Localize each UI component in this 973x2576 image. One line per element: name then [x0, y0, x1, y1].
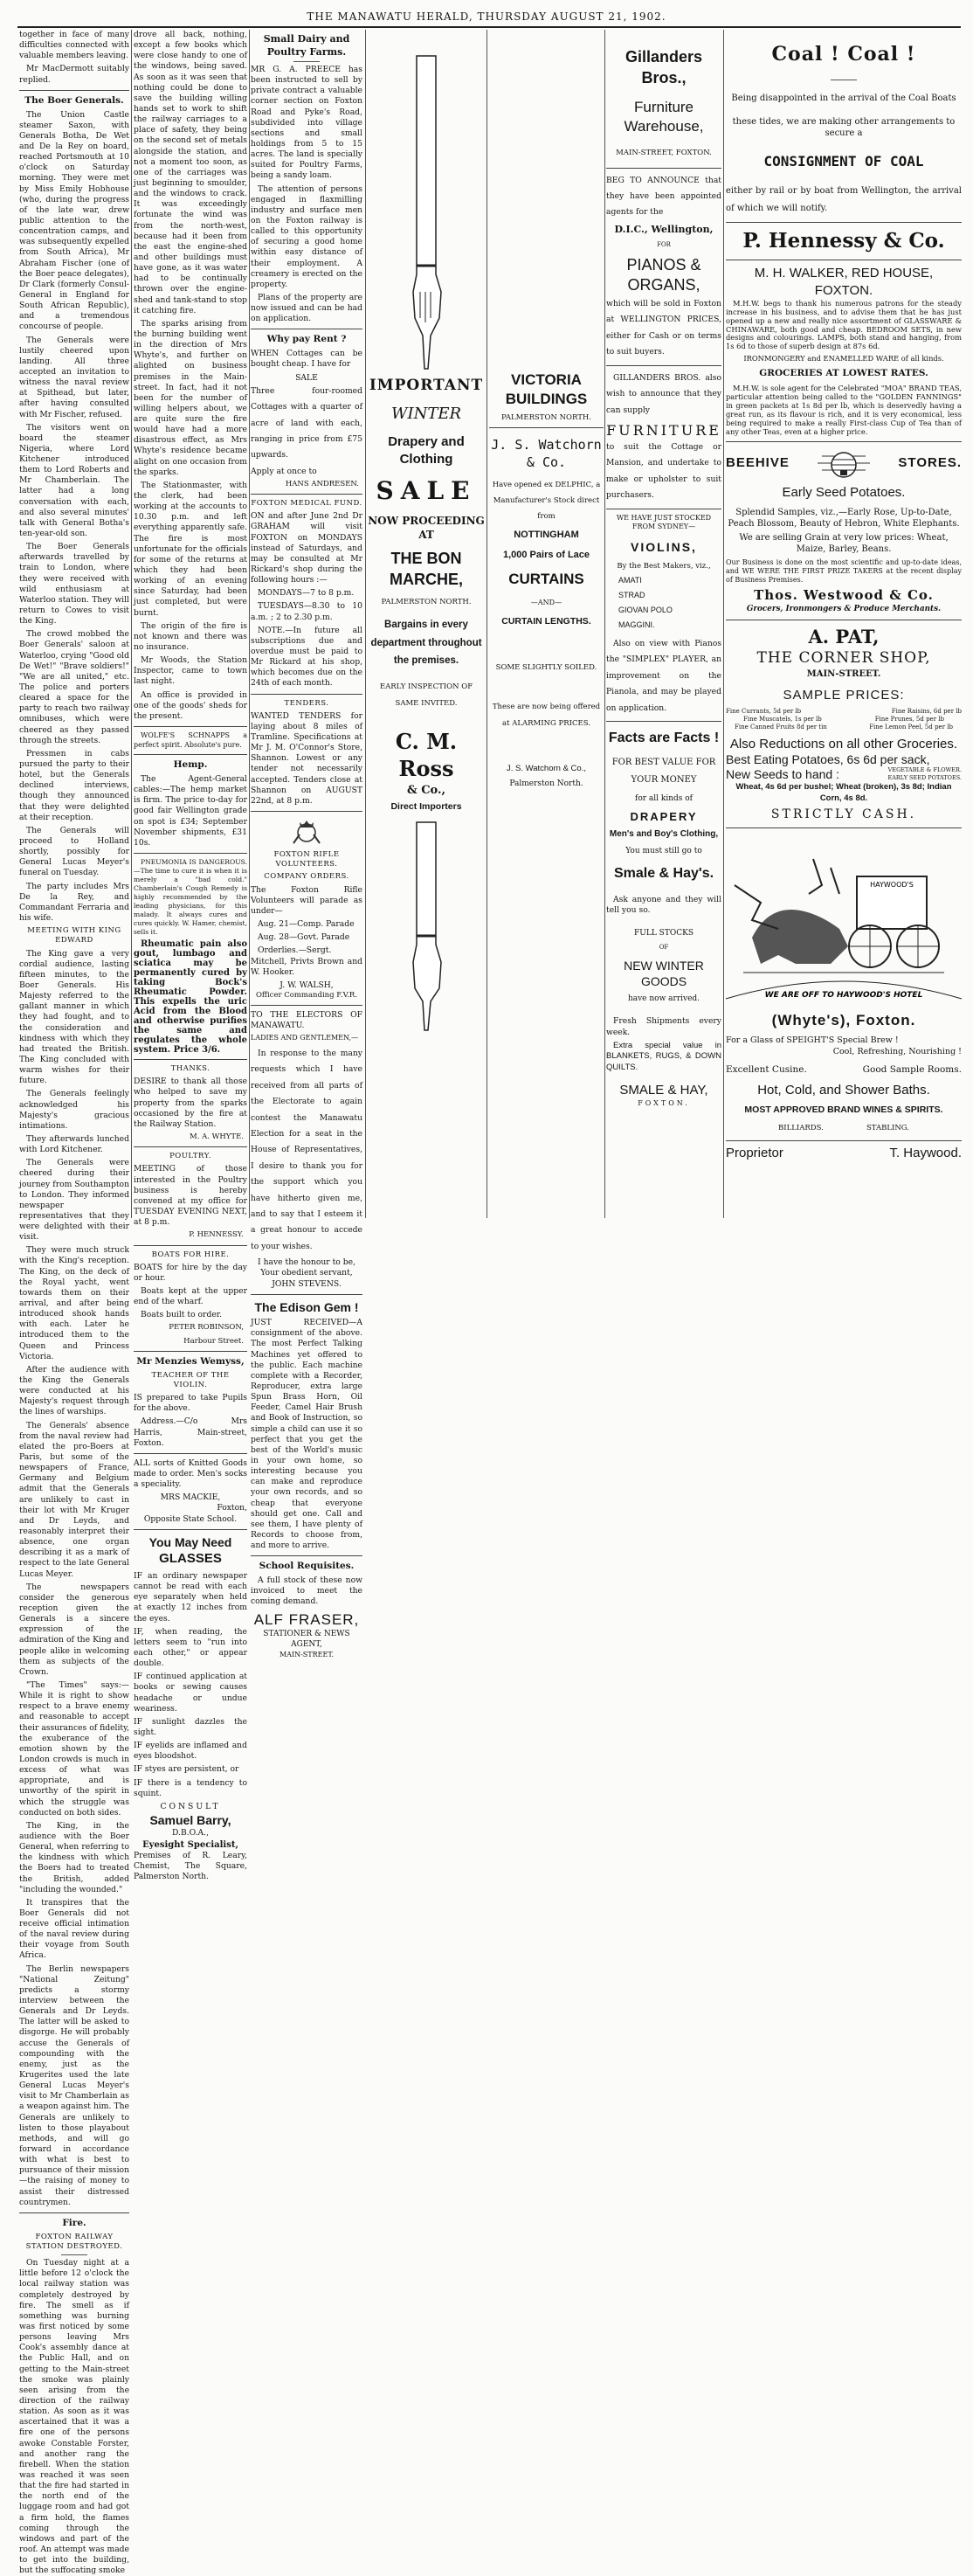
paragraph: TUESDAYS—8.30 to 10 a.m. ; 2 to 2.30 p.m. — [251, 601, 362, 622]
paragraph: The party includes Mrs De la Rey, and Commandant Ferraria and his wife. — [19, 881, 129, 923]
paragraph: WHEN Cottages can be bought cheap. I have for — [251, 349, 362, 370]
advert-heading: SAMPLE PRICES: — [783, 687, 905, 703]
masthead-rule — [17, 26, 961, 28]
paragraph: The Berlin newspapers "National Zeitung" predicts a stormy interview between the Generals and Dr Leyds. The latter will be asked to disgorge. He will probably accuse the Generals of compounding with the enemy, just as the Krugerites used the late General Lucas Meyer's visit to Mr Chamberlain as a weapon against him. The Generals are unlikely to listen to those playabout methods, and will go forward in accordance with what is best to pursuance of their mission—the raising of money to assist their distressed countrymen. — [19, 1963, 129, 2207]
advert-text: Hot, Cold, and Shower Baths. — [757, 1083, 930, 1098]
advert-text: —AND— — [530, 598, 562, 606]
paragraph: The Generals were lustily cheered upon landing. All three accepted an invitation to witness the naval review at Spithead, but later, after having consulted with Mr Fischer, refused. — [19, 335, 129, 419]
advert-text: FOR — [657, 241, 671, 249]
paragraph: Our Business is done on the most scientific and up-to-date ideas, and WE WERE THE FIRST PRIZE TAKERS at the recent display of Business Premises. — [726, 558, 962, 584]
paragraph: The Boer Generals afterwards travelled by train to London, where they were received with wild enthusiasm at Waterloo station. They will return to Cowes to visit the King. — [19, 542, 129, 627]
advert-text: Direct Importers — [390, 801, 462, 813]
paragraph: IS prepared to take Pupils for the above. — [134, 1393, 247, 1414]
advert-text: have now arrived. — [627, 994, 700, 1003]
advert-rheumatic: Rheumatic pain also gout, lumbago and sciatica may be permanently cured by taking Bock's Rheumatic Powder. This expells the uric Acid from the Blood and otherwise purifies the same and regulates the whole system. Price 3/6. — [134, 939, 247, 1056]
paragraph: The Union Castle steamer Saxon, with Generals Botha, De Wet and De la Rey on board, reached Portsmouth at 10 o'clock on Saturday morning. They were met by Miss Emily Hobhouse (who, during the progress of the late war, drew public attention to the concentration camps, and was subsequently expelled from South Africa), Mr Abraham Fischer (one of the Boer peace delegates), Dr Clark (formerly Consul-General in England for South African Republic), and a tremendous concourse of people. — [19, 109, 129, 332]
paragraph: Plans of the property are now issued and can be had on application. — [251, 292, 362, 324]
price-row: Fine Canned Fruits 8d per tin Fine Lemon Peel, 5d per lb — [735, 724, 953, 731]
advert-heading: IMPORTANT — [369, 377, 484, 394]
advert-text: FOXTON. — [638, 1099, 690, 1108]
advert-text: Good Sample Rooms. — [862, 1064, 962, 1076]
advert-text: MAIN-STREET, FOXTON. — [616, 149, 712, 158]
column-3 — [251, 30, 362, 1658]
advert-text: Also Reductions on all other Groceries. — [729, 737, 958, 752]
advert-heading: THE CORNER SHOP, — [756, 649, 931, 668]
advert-text: T. Haywood. — [889, 1146, 962, 1161]
advert-heading: School Requisites. — [259, 1561, 355, 1572]
pointing-hand-icon — [404, 822, 448, 1032]
advert-text: Eyesight Specialist, — [142, 1839, 238, 1850]
advert-wolfe: WOLFE'S SCHNAPPS a perfect spirit. Absolute's pure. — [134, 731, 247, 749]
advert-text: EARLY INSPECTION OF SAME INVITED. — [379, 682, 473, 708]
paragraph: I have the honour to be, — [258, 1257, 355, 1268]
article-heading: Hemp. — [173, 759, 208, 771]
advert-text: Palmerston North. — [509, 779, 583, 789]
paragraph: The Stationmaster, with the clerk, had been working at the accounts to 10.30 p.m. and left everything apparently safe. The fire is most unfortunate for the officials for some of the returns at which they had been working of an evening since Saturday, had been just completed, but were burnt. — [134, 480, 247, 618]
list-item: AMATI — [618, 576, 642, 585]
paragraph: MONDAYS—7 to 8 p.m. — [258, 588, 355, 599]
advert-text: PALMERSTON NORTH. — [381, 597, 472, 606]
advert-heading: Samuel Barry, — [149, 1812, 231, 1827]
advert-heading: Facts are Facts ! — [608, 730, 720, 745]
signature: HANS ANDRESEN. — [285, 479, 359, 488]
paragraph: They afterwards lunched with Lord Kitchener. — [19, 1133, 129, 1155]
paragraph: The visitors went on board the steamer Nigeria, where Lord Kitchener introduced them to Lord Roberts and Mr Chamberlain. The latter had a long conversation with each, and also several minutes' talk with General Botha's ten-year-old son. — [19, 422, 129, 539]
advert-text: Excellent Cusine. — [726, 1064, 807, 1076]
column-rule — [723, 30, 724, 1218]
paragraph: Ask anyone and they will tell you so. — [606, 895, 721, 916]
paragraph: After the audience with the King the Generals were conducted at his Majesty's request through the lines of warships. — [19, 1364, 129, 1417]
signature: Harbour Street. — [183, 1336, 244, 1346]
notice-heading: THANKS. — [170, 1064, 210, 1074]
paragraph: The Generals were cheered during their journey from Southampton to London. They informed newspaper representatives that they were delighted with their visit. — [19, 1158, 129, 1243]
advert-text: By the Best Makers, viz., — [617, 562, 711, 571]
article-heading: The Boer Generals. — [24, 94, 124, 106]
advert-name: ALF FRASER, — [253, 1610, 360, 1628]
advert-heading: WINTER — [390, 405, 462, 424]
masthead: THE MANAWATU HERALD, THURSDAY AUGUST 21, 1902. — [307, 10, 666, 23]
advert-subheading: TEACHER OF THE VIOLIN. — [151, 1370, 230, 1389]
notice-heading: TO THE ELECTORS OF MANAWATU. — [251, 1010, 362, 1031]
paragraph: The newspapers consider the generous reception given the Generals is a sincere expression of the admiration of the King and people alike in welcoming them as subjects of the Crown. — [19, 1582, 129, 1677]
advert-text: VEGETABLE & FLOWER. — [887, 766, 962, 774]
paragraph: NOTE.—In future all subscriptions due and overdue must be paid to Mr Rickard at his shop, which becomes due on the 24th of each month. — [251, 625, 362, 689]
advert-name: & Co. — [526, 454, 567, 470]
advert-text: CONSULT — [160, 1801, 221, 1811]
advert-text: STRICTLY CASH. — [770, 807, 917, 822]
advert-text: You must still go to — [625, 847, 702, 856]
advert-name: Thos. Westwood & Co. — [754, 587, 934, 604]
advert-text: FOR BEST VALUE FOR YOUR MONEY — [611, 758, 716, 786]
paragraph: The Agent-General cables:—The hemp market is firm. The price to-day for good fair Wellington grade on spot is £34; September November shipments, £31 10s. — [134, 773, 247, 848]
coach-banner: WE ARE OFF TO HAYWOOD'S HOTEL — [764, 990, 923, 1000]
paragraph: ALL sorts of Knitted Goods made to order. Men's socks a speciality. — [134, 1458, 247, 1490]
signature: Foxton, — [217, 1503, 247, 1513]
paragraph: MR G. A. PREECE has been instructed to sell by private contract a valuable corner section on Foxton Road and Pyke's Road, subdivided into village sections and small holdings from 5 to 15 acres. The land is specially suited for Poultry Farms, being a sandy loam. — [251, 65, 362, 181]
signature: P. HENNESSY. — [189, 1230, 244, 1240]
advert-heading: NEW WINTER GOODS — [624, 958, 704, 989]
advert-text: PALMERSTON NORTH. — [500, 412, 592, 422]
advert-text: Being disappointed in the arrival of the Coal Boats — [731, 93, 956, 104]
paragraph: GILLANDERS BROS. also wish to announce that they can supply — [606, 372, 721, 415]
advert-name: J. S. Watchorn — [491, 437, 602, 454]
advert-heading: Coal ! Coal ! — [771, 43, 916, 66]
advert-heading: CURTAINS — [508, 571, 584, 588]
advert-text: Have opened ex DELPHIC, a Manufacturer's Stock direct — [492, 480, 601, 506]
notice-heading: FOXTON RIFLE VOLUNTEERS. — [273, 850, 340, 869]
paragraph: JUST RECEIVED—A consignment of the above. The most Perfect Talking Machines yet offered to the public. Each machine complete with a Recorder, Reproducer, extra large Spun Brass Horn, Oil Feeder, Camel Hair Brush and Book of Instruction, so simple a child can use it so perfect that you get the best of the World's music in your own home, so interesting because you can make and reproduce your own records, and so cheap that everyone should get one. Call and see them, I have plenty of Records to choose from, and more to arrive. — [251, 1318, 362, 1551]
advert-text: Grocers, Ironmongers & Produce Merchants. — [746, 605, 942, 614]
advert-text: Cool, Refreshing, Nourishing ! — [832, 1046, 962, 1056]
advert-heading: CONSIGNMENT OF COAL — [763, 152, 924, 170]
advert-text: SOME SLIGHTLY SOILED. — [495, 663, 597, 673]
paragraph: IF continued application at books or sewing causes headache or undue weariness. — [134, 1672, 247, 1714]
paragraph: Boats kept at the upper end of the wharf. — [134, 1286, 247, 1307]
paragraph: IF, when reading, the letters seem to "run into each other," or appear double. — [134, 1626, 247, 1669]
paragraph: IF styes are persistent, or — [134, 1764, 239, 1775]
advert-text: These are now being offered at ALARMING PRICES. — [492, 703, 601, 729]
paragraph: Boats built to order. — [141, 1310, 223, 1320]
advert-heading: You May Need — [148, 1534, 232, 1549]
list-item: STRAD — [618, 591, 645, 600]
paragraph: Your obedient servant, — [260, 1268, 353, 1278]
signature: PETER ROBINSON, — [169, 1323, 244, 1333]
advert-text: STABLING. — [866, 1123, 909, 1132]
advert-text: MOST APPROVED BRAND WINES & SPIRITS. — [744, 1104, 943, 1116]
column-rule — [249, 30, 250, 1218]
paragraph: IF eyelids are inflamed and eyes bloodshot. — [134, 1741, 247, 1762]
paragraph: Premises of R. Leary, Chemist, The Square, Palmerston North. — [134, 1850, 247, 1881]
advert-heading: VICTORIA BUILDINGS — [505, 371, 588, 408]
notice-heading: TENDERS. — [284, 698, 329, 708]
advert-name: J. S. Watchorn & Co., — [507, 763, 586, 773]
advert-name: & Co., — [406, 783, 446, 797]
advert-text: IRONMONGERY and ENAMELLED WARE of all kinds. — [743, 354, 944, 364]
price-row: Fine Muscatels, 1s per lb Fine Prunes, 5d per lb — [743, 716, 944, 723]
paragraph: Three four-roomed Cottages with a quarter of acre of land with each, ranging in price from £75 upwards. — [251, 385, 362, 460]
paragraph: Splendid Samples, viz.,—Early Rose, Up-to-Date, Peach Blossom, Beauty of Hebron, White Elephants. — [728, 507, 960, 529]
paragraph: Pressmen in cabs pursued the party to their hotel, but the Generals declined interviews, though they announced that they were delighted at their reception. — [19, 748, 129, 822]
paragraph: Orderlies.—Sergt. Mitchell, Privts Brown and W. Hooker. — [251, 945, 362, 977]
advert-heading: STORES. — [898, 454, 962, 470]
paragraph: LADIES AND GENTLEMEN,— — [251, 1034, 359, 1042]
column-rule — [604, 30, 605, 1218]
advert-name: SMALE & HAY, — [619, 1083, 708, 1098]
advert-text: MAIN-STREET. — [279, 1650, 335, 1658]
beehive-banner — [726, 447, 962, 479]
advert-text: NOW PROCEEDING AT — [368, 514, 485, 541]
beehive-icon — [813, 447, 874, 479]
advert-heading: Drapery and Clothing — [388, 434, 465, 467]
paragraph: Aug. 21—Comp. Parade — [258, 919, 355, 930]
paragraph: either by rail or by boat from Wellington, the arrival of which we will notify. — [726, 185, 962, 213]
paragraph: The King, in the audience with the Boer General, when referring to the kindness with which the Boers had to treated the British, added "including the wounded." — [19, 1820, 129, 1894]
paragraph: IF sunlight dazzles the sight. — [134, 1716, 247, 1737]
advert-heading: GLASSES — [159, 1551, 222, 1567]
column-rule — [486, 30, 487, 1218]
paragraph: ON and after June 2nd Dr GRAHAM will visit FOXTON on MONDAYS instead of Saturdays, and may be consulted at Mr Rickard's shop during the following hours :— — [251, 511, 362, 585]
paragraph: Wheat, 4s 6d per bushel; Wheat (broken), 3s 8d; Indian Corn, 4s 8d. — [735, 782, 952, 803]
column-rule — [131, 30, 132, 1218]
advert-text: NOTTINGHAM — [514, 530, 579, 541]
advert-heading: BEEHIVE — [726, 454, 790, 470]
list-item: MAGGINI. — [618, 620, 655, 630]
paragraph: "The Times" says:—While it is right to show respect to a brave enemy and reasonable to accept their assurances of fidelity, the exuberance of the emotion shown by the London crowds is much in excess of what was appropriate, and is unworthy of the spirit in which the struggle was conducted on both sides. — [19, 1679, 129, 1818]
advert-text: from — [537, 512, 556, 522]
column-rule — [365, 30, 366, 1218]
column-7 — [726, 30, 962, 1216]
column-6 — [606, 30, 721, 1216]
article-heading: Fire. — [62, 2217, 86, 2228]
paragraph: In response to the many requests which I have received from all parts of the Electorate to again contest the Manawatu Election for a seat in the House of Representatives, I desire to thank you for the support which you have hitherto given me, and to say that I esteem it a great honour to accede to your wishes. — [251, 1049, 362, 1251]
paragraph: Address.—C/o Mrs Harris, Main-street, Foxton. — [134, 1416, 247, 1448]
paragraph: BOATS for hire by the day or hour. — [134, 1262, 247, 1283]
advert-heading: VIOLINS, — [631, 539, 697, 554]
advert-text: SALE — [295, 372, 318, 383]
column-1 — [19, 30, 129, 2576]
paragraph: drove all back, nothing, except a few books which were close handy to one of the windows, being saved. As soon as it was seen that nothing could be done to save the building willing hands set to work to shift the railway carriages to a place of safety, they being on the second set of metals alongside the station, and not a moment too soon, as one of the carriages was just beginning to smoulder, and the windows to crack. It was exceedingly fortunate the wind was from the north-west, because had it been from the east the engine-shed and other buildings must have gone, as it was water had to be continually thrown over the engine-shed and tank-stand to stop it catching fire. — [134, 30, 247, 315]
article-subheading: MEETING WITH KING EDWARD — [27, 926, 121, 945]
advert-text: EARLY SEED POTATOES. — [887, 774, 962, 782]
advert-heading: The Edison Gem ! — [254, 1299, 359, 1314]
paragraph: The Generals' absence from the naval review had elated the pro-Boers at Paris, but some of the newspapers of France, Germany and Belgium admit that the Generals are unlikely to cast in their lot with Mr Kruger and Dr Leyds, and reasonably interpret their absence, one organ describing it as a mark of respect to the late General Lucas Meyer. — [19, 1420, 129, 1579]
advert-heading: DRAPERY — [630, 809, 698, 823]
paragraph: The sparks arising from the burning building went in the direction of Mrs Whyte's, and further on alighted on business premises in the Main-street. In fact, had it not been for the number of willing helpers about, we are quite sure the fire would have had a more disastrous effect, as Mrs Whyte's residence became alight on one occasion from the sparks. — [134, 318, 247, 477]
advert-text: WE HAVE JUST STOCKED FROM SYDNEY— — [616, 513, 712, 531]
notice-subheading: COMPANY ORDERS. — [264, 872, 349, 882]
advert-text: Best Eating Potatoes, 6s 6d per sack, — [726, 751, 930, 766]
advert-name: P. Hennessy & Co. — [742, 228, 945, 253]
column-2 — [134, 30, 247, 1881]
coach-sign: HAYWOOD'S — [870, 880, 914, 889]
column-5 — [489, 30, 604, 1216]
advert-heading: GROCERIES AT LOWEST RATES. — [759, 368, 928, 379]
paragraph: together in face of many difficulties connected with valuable members leaving. — [19, 30, 129, 61]
paragraph: which will be sold in Foxton at WELLINGTON PRICES, either for Cash or on terms to suit buyers. — [606, 299, 721, 357]
paragraph: to suit the Cottage or Mansion, and undertake to make or upholster to suit purchasers. — [606, 442, 721, 501]
advert-text: Proprietor — [726, 1146, 783, 1161]
paragraph: They were much struck with the King's reception. The King, on the deck of the Royal yacht, went towards them on their arrival, and after being introduced shook hands with each. Later he introduced them to the Queen and Princess Victoria. — [19, 1245, 129, 1361]
advert-name: Gillanders Bros., — [625, 48, 703, 87]
price-row: Fine Currants, 5d per lb Fine Raisins, 6d per lb — [726, 707, 962, 715]
paragraph: WANTED TENDERS for laying about 8 miles of Tramline. Specifications at Mr J. M. O'Connor's Store, Shannon. Lowest or any tender not necessarily accepted. Tenders close at Shannon on AUGUST 22nd, at 8 p.m. — [251, 710, 362, 806]
advert-name: C. M. Ross — [395, 728, 458, 782]
advert-text: OF — [659, 944, 669, 952]
paragraph: DESIRE to thank all those who helped to save my property from the sparks occasioned by the fire at the Railway Station. — [134, 1077, 247, 1129]
advert-text: FULL STOCKS — [634, 928, 694, 938]
advert-text: MAIN-STREET. — [806, 668, 881, 679]
paragraph: Mr MacDermott suitably replied. — [19, 64, 129, 85]
paragraph: Also on view with Pianos the "SIMPLEX" PLAYER, an improvement on the Pianola, and may be played on application. — [606, 638, 721, 713]
advert-heading: Small Dairy and Poultry Farms. — [263, 33, 350, 58]
paragraph: The Generals feelingly acknowledged his Majesty's gracious intimations. — [19, 1089, 129, 1131]
advert-text: Men's and Boy's Clothing, — [609, 829, 719, 840]
paragraph: Extra special value in BLANKETS, RUGS, & DOWN QUILTS. — [606, 1040, 721, 1072]
advert-heading: Mr Menzies Wemyss, — [136, 1355, 245, 1367]
signature: M. A. WHYTE. — [190, 1132, 244, 1141]
coach-illustration — [726, 833, 962, 1008]
paragraph: Mr Woods, the Station Inspector, came to town last night. — [134, 655, 247, 687]
paragraph: Apply at once to — [251, 466, 317, 476]
advert-text: for all kinds of — [634, 794, 693, 804]
advert-heading: Early Seed Potatoes. — [782, 484, 906, 500]
paragraph: An office is provided in one of the goods' sheds for the present. — [134, 689, 247, 721]
article-subheading: FOXTON RAILWAY STATION DESTROYED. — [25, 2232, 123, 2251]
advert-text: BILLIARDS. — [778, 1123, 824, 1132]
paragraph: The crowd mobbed the Boer Generals' saloon at Waterloo, crying "Good old De Wet!" "Brave soldiers!" "We are all united," etc. The police and porters cleared a space for the party to reach two railway omnibuses, which were cheered as they passed through the streets. — [19, 629, 129, 745]
advert-text: 1,000 Pairs of Lace — [502, 549, 590, 560]
list-item: GIOVAN POLO — [618, 606, 673, 615]
paragraph: On Tuesday night at a little before 12 o'clock the local railway station was completely destroyed by fire. The smell as if something was burning was first noticed by some persons leaving Mrs Cook's assembly dance at the Public Hall, and on getting to the Main-street the smoke was plainly seen arising from the direction of the railway station. As soon as it was ascertained that it was a fire one of the persons awoke Constable Forster, and another rang the firebell. When the station was reached it was seen that the fire had started in the north end of the luggage room and had got a firm hold, the flames coming through the windows and part of the roof. An attempt was made to get into the building, but the suffocating smoke — [19, 2258, 129, 2576]
paragraph: M.H.W. begs to thank his numerous patrons for the steady increase in his business, and to advise them that he has just opened up a new and really nice assortment of GLASSWARE & CHINAWARE, both good and cheap. BEDROOM SETS, in new designs and colourings. LAMPS, both stand and hanging, from 1s 6d to those of superb design at 87s 6d. — [726, 298, 962, 351]
paragraph: M.H.W. is sole agent for the Celebrated "MOA" BRAND TEAS, particular attention being called to the "GOLDEN FANNINGS" in green packets at 1s 8d per lb, which is deservedly having a great run, as its flavour is rich, and it is very economical, less being required to make a really First-class Cup of Tea than of any other Teas, even at a higher price. — [726, 384, 962, 436]
paragraph: IF an ordinary newspaper cannot be read with each eye separately when held at exactly 12 inches from the eyes. — [134, 1570, 247, 1624]
paragraph: IF there is a tendency to squint. — [134, 1777, 247, 1798]
paragraph: The attention of persons engaged in flaxmilling industry and surface men on the Foxton railway is called to this opportunity of securing a good home within easy distance of their employment. A creamery is erected on the property. — [251, 184, 362, 289]
paragraph: The King gave a very cordial audience, lasting fifteen minutes, to the Boer Generals. His Majesty referred to the gallant manner in which they had fought, and to the consideration and kindness with which they had treated the British. The King concluded with warm wishes for their future. — [19, 948, 129, 1086]
advert-heading: M. H. WALKER, RED HOUSE, FOXTON. — [754, 266, 934, 298]
advert-text: New Seeds to hand : — [726, 766, 839, 781]
advert-heading: Furniture Warehouse, — [624, 98, 704, 135]
paragraph: The Foxton Rifle Volunteers will parade as under— — [251, 884, 362, 916]
advert-text: Bargains in every department throughout the premises. — [370, 620, 482, 667]
advert-text: For a Glass of SPEIGHT'S Special Brew ! — [726, 1035, 899, 1046]
paragraph: The origin of the fire is not known and there was no insurance. — [134, 620, 247, 653]
royal-crest-icon — [289, 817, 324, 845]
advert-name: Smale & Hay's. — [613, 866, 714, 882]
paragraph: It transpires that the Boer Generals did not receive official intimation of the naval review during their voyage from South Africa. — [19, 1897, 129, 1961]
advert-heading: SALE — [376, 475, 477, 505]
pointing-hand-icon — [404, 56, 448, 370]
advert-heading: THE BON MARCHE, — [390, 550, 463, 589]
advert-heading: FURNITURE — [606, 421, 721, 439]
paragraph: A full stock of these now invoiced to meet the coming demand. — [251, 1575, 362, 1607]
notice-heading: POULTRY. — [169, 1152, 211, 1161]
paragraph: Fresh Shipments every week. — [606, 1016, 721, 1037]
advert-text: these tides, we are making other arrangements to secure a — [732, 117, 956, 139]
notice-heading: BOATS FOR HIRE. — [151, 1250, 230, 1259]
signature: Opposite State School. — [143, 1513, 238, 1524]
notice-heading: FOXTON MEDICAL FUND. — [251, 499, 362, 509]
signature: MRS MACKIE, — [160, 1492, 221, 1503]
advert-heading: Why pay Rent ? — [266, 334, 347, 345]
paragraph: Aug. 28—Govt. Parade — [258, 932, 350, 943]
advert-pneumonia: PNEUMONIA IS DANGEROUS.—The time to cure it is when it is merely a "bad cold." Chamberlain's Cough Remedy is highly recommended by the leading physicians, for this malady. It always cures and cures quickly. W. Hamer, chemist, sells it. — [134, 857, 247, 937]
paragraph: The Generals will proceed to Holland shortly, possibly for General Lucas Meyer's funeral on Tuesday. — [19, 825, 129, 878]
paragraph: We are selling Grain at very low prices: Wheat, Maize, Barley, Beans. — [739, 533, 949, 555]
signature: JOHN STEVENS. — [272, 1278, 342, 1289]
paragraph: MEETING of those interested in the Poultry business is hereby convened at my office for TUESDAY EVENING NEXT, at 8 p.m. — [134, 1164, 247, 1228]
advert-name: A. PAT, — [808, 625, 880, 647]
signature: Officer Commanding F.V.R. — [255, 990, 358, 1000]
signature: J. W. WALSH, — [279, 980, 334, 990]
column-4 — [368, 30, 485, 1216]
advert-heading: PIANOS & ORGANS, — [626, 255, 701, 294]
advert-name: (Whyte's), Foxton. — [771, 1011, 916, 1028]
advert-text: CURTAIN LENGTHS. — [501, 616, 591, 627]
advert-text: STATIONER & NEWS AGENT, — [263, 1629, 350, 1649]
paragraph: BEG TO ANNOUNCE that they have been appointed agents for the — [606, 175, 721, 218]
advert-text: D.B.O.A., — [171, 1828, 210, 1839]
advert-text: D.I.C., Wellington, — [614, 223, 714, 235]
